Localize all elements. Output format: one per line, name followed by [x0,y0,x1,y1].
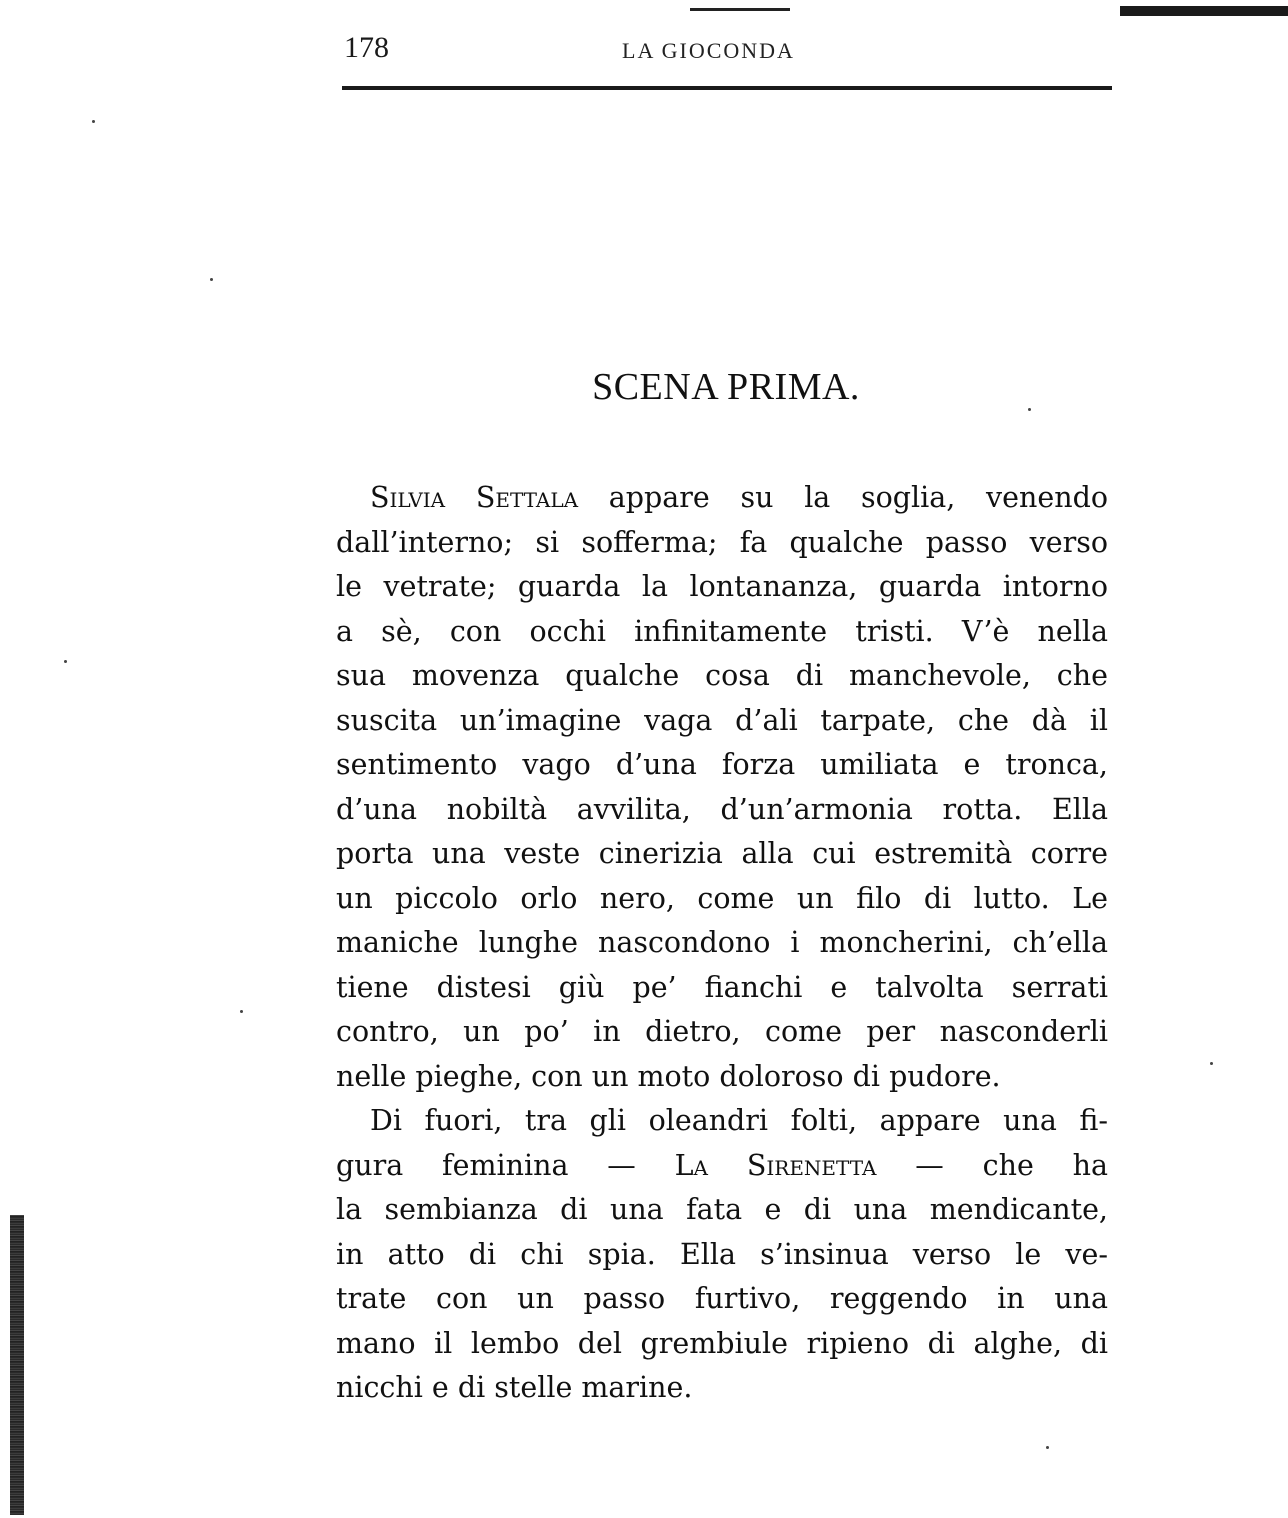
speck [240,1010,243,1013]
paragraph-1-line: maniche lunghe nascondono i moncherini, ch’ella [336,926,1108,959]
paragraph-1-line: un piccolo orlo nero, come un filo di lutto. Le [336,881,1108,915]
paragraph-1-line: tiene distesi giù pe’ fianchi e talvolta serrati [336,970,1108,1004]
scan-border-artifact [690,8,790,11]
paragraph-1-line: sua movenza qualche cosa di manchevole, che [336,659,1108,692]
speck [1028,408,1031,411]
running-head [340,30,1112,70]
scene-title: SCENA PRIMA. [592,366,860,408]
character-name: La Sirenetta [674,1148,877,1182]
paragraph-2-line: trate con un passo furtivo, reggendo in una [336,1282,1108,1315]
paragraph-1-line: le vetrate; guarda la lontananza, guarda intorno [336,570,1108,603]
paragraph-2-line: la sembianza di una fata e di una mendicante, [336,1193,1108,1226]
paragraph-2-line: nicchi e di stelle marine. [336,1371,693,1404]
character-surname: Settala [475,481,579,514]
scan-border-artifact [1120,6,1288,16]
paragraph-2-line: Di fuori, tra gli oleandri folti, appare una fi- [370,1104,1108,1137]
speck [92,120,95,123]
paragraph-1-line: contro, un po’ in dietro, come per nasconderli [336,1015,1108,1048]
speck [1046,1446,1049,1449]
paragraph-1-line: nelle pieghe, con un moto doloroso di pudore. [336,1059,1001,1093]
paragraph-2-line: gura feminina — La Sirenetta — che ha [336,1148,1109,1182]
scan-edge-artifact [10,1215,24,1515]
running-title: LA GIOCONDA [622,38,795,63]
speck [1210,1062,1213,1065]
paragraph-1-line: Silvia Settala appare su la soglia, venendo [370,481,1108,514]
paragraph-1-line: suscita un’imagine vaga d’ali tarpate, che dà il [336,703,1108,737]
header-rule [342,86,1112,90]
paragraph-2-line: mano il lembo del grembiule ripieno di alghe, di [336,1326,1108,1360]
paragraph-1-line: dall’interno; si sofferma; fa qualche passo verso [336,525,1108,559]
paragraph-2-line: in atto di chi spia. Ella s’insinua verso le ve- [336,1237,1108,1271]
speck [210,278,213,281]
character-name: Silvia [370,481,446,514]
speck [64,660,67,663]
page-number: 178 [344,31,389,64]
paragraph-1-line: d’una nobiltà avvilita, d’un’armonia rotta. Ella [336,792,1108,826]
paragraph-1-line: sentimento vago d’una forza umiliata e tronca, [336,748,1108,781]
paragraph-1-line: porta una veste cinerizia alla cui estremità corre [336,837,1108,870]
stage-directions [336,476,1108,1411]
paragraph-1-line: a sè, con occhi infinitamente tristi. V’è nella [336,614,1108,648]
